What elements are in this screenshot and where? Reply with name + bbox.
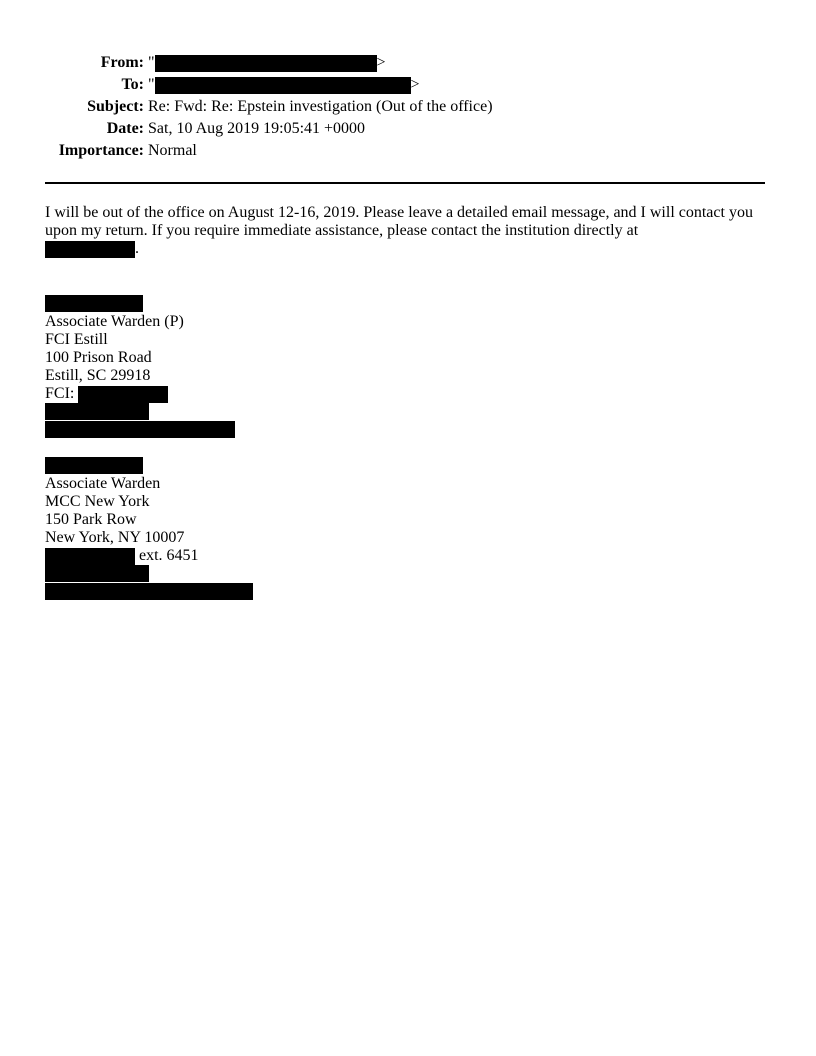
message-line: . [45,240,765,258]
redaction-bar [45,457,143,474]
signature-institution: MCC New York [45,493,150,510]
signature-phone: ext. 6451 [45,547,199,565]
redaction-bar [45,421,235,438]
from-label: From: [100,54,144,71]
signature-street: 150 Park Row [45,511,137,528]
importance-row [0,140,197,162]
signature-title: Associate Warden [45,475,161,492]
date-row [0,118,365,140]
subject-label: Subject: [87,98,144,115]
redaction-bar [45,295,143,312]
redaction-bar [155,77,411,94]
signature-institution: FCI Estill [45,331,108,348]
date-label: Date: [106,120,144,137]
signature-title: Associate Warden (P) [45,313,184,330]
signature-city: New York, NY 10007 [45,529,185,546]
signature-city: Estill, SC 29918 [45,367,151,384]
to-label: To: [121,76,144,93]
message-body [45,204,765,258]
signature-street: 100 Prison Road [45,349,152,366]
to-value: " > [148,76,420,93]
message-line: upon my return. If you require immediate assistance, please contact the institution directly at [45,222,639,239]
from-row [0,52,386,74]
redaction-bar [45,241,135,258]
subject-row [0,96,493,118]
redaction-bar [45,583,253,600]
importance-label: Importance: [58,142,144,159]
redaction-bar [45,565,149,582]
date-value: Sat, 10 Aug 2019 19:05:41 +0000 [148,120,366,137]
header-divider [45,182,765,184]
redaction-bar [155,55,377,72]
to-row [0,74,420,96]
redaction-bar [45,403,149,420]
redaction-bar [45,548,135,565]
importance-value: Normal [148,142,197,159]
subject-value: Re: Fwd: Re: Epstein investigation (Out of the office) [148,98,493,115]
message-line: I will be out of the office on August 12-16, 2019. Please leave a detailed email message, and I will contact you [45,204,753,221]
redaction-bar [78,386,168,403]
signature-phone: FCI: [45,385,168,403]
from-value: " > [148,54,386,71]
